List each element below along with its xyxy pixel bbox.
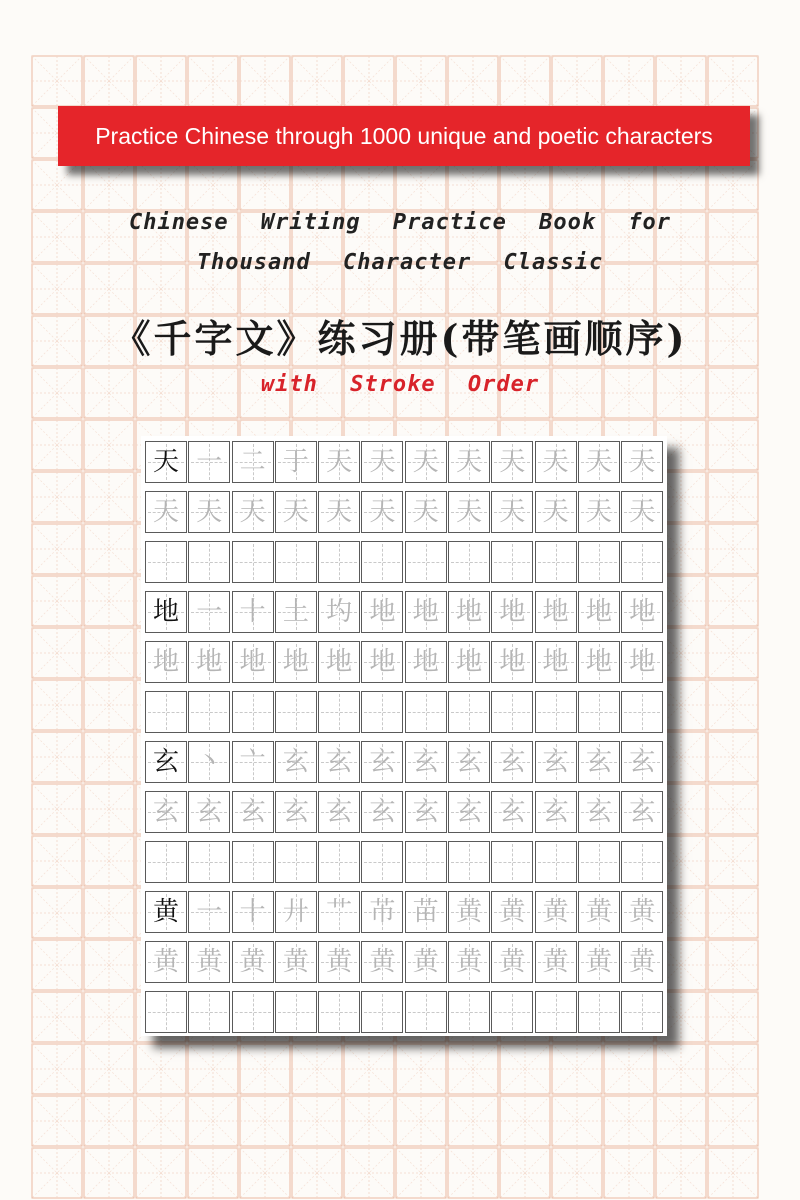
tracing-character: 玄 xyxy=(629,797,656,827)
tracing-character: 地 xyxy=(282,647,309,677)
stroke-step-character: 地 xyxy=(629,597,656,627)
grid-cell xyxy=(448,441,490,483)
tracing-character: 地 xyxy=(326,647,353,677)
tracing-character: 天 xyxy=(542,497,569,527)
grid-cell xyxy=(275,491,317,533)
tracing-character: 玄 xyxy=(412,797,439,827)
stroke-step-character: 芇 xyxy=(369,897,396,927)
grid-cell xyxy=(275,441,317,483)
tracing-character: 黄 xyxy=(585,947,612,977)
grid-cell xyxy=(405,641,447,683)
grid-cell xyxy=(405,891,447,933)
grid-cell xyxy=(145,991,187,1033)
grid-cell xyxy=(448,741,490,783)
tracing-character: 玄 xyxy=(585,797,612,827)
grid-cell xyxy=(232,441,274,483)
grid-cell xyxy=(621,941,663,983)
stroke-step-character: 天 xyxy=(369,447,396,477)
grid-cell xyxy=(275,741,317,783)
grid-cell xyxy=(361,841,403,883)
tracing-character: 黄 xyxy=(499,947,526,977)
tracing-character: 天 xyxy=(239,497,266,527)
grid-cell xyxy=(361,741,403,783)
grid-cell xyxy=(318,941,360,983)
stroke-step-character: 艹 xyxy=(326,897,353,927)
grid-cell xyxy=(448,841,490,883)
stroke-step-character: 一 xyxy=(196,897,223,927)
stroke-step-character: 地 xyxy=(499,597,526,627)
grid-cell xyxy=(621,841,663,883)
tracing-character: 玄 xyxy=(282,797,309,827)
stroke-order-row xyxy=(145,441,665,483)
grid-cell xyxy=(448,541,490,583)
stroke-step-character: 玄 xyxy=(282,747,309,777)
grid-cell xyxy=(578,741,620,783)
stroke-step-character: 玄 xyxy=(542,747,569,777)
english-title-line-2: Thousand Character Classic xyxy=(196,250,604,275)
stroke-step-character: 天 xyxy=(326,447,353,477)
grid-cell xyxy=(621,641,663,683)
tracing-character: 地 xyxy=(239,647,266,677)
grid-cell xyxy=(318,841,360,883)
stroke-step-character: 于 xyxy=(282,447,309,477)
blank-practice-row xyxy=(145,841,665,883)
model-character: 玄 xyxy=(152,747,179,777)
tracing-row xyxy=(145,641,665,683)
grid-cell xyxy=(188,641,230,683)
grid-cell xyxy=(448,991,490,1033)
stroke-step-character: 地 xyxy=(456,597,483,627)
tracing-character: 地 xyxy=(412,647,439,677)
grid-cell xyxy=(491,541,533,583)
stroke-order-row xyxy=(145,891,665,933)
stroke-step-character: 黄 xyxy=(629,897,656,927)
grid-cell xyxy=(318,541,360,583)
grid-cell xyxy=(145,891,187,933)
tracing-character: 黄 xyxy=(456,947,483,977)
grid-cell xyxy=(448,641,490,683)
grid-cell xyxy=(145,791,187,833)
grid-cell xyxy=(188,691,230,733)
tracing-character: 天 xyxy=(412,497,439,527)
subtitle: with Stroke Order xyxy=(260,372,540,397)
tracing-character: 黄 xyxy=(152,947,179,977)
grid-cell xyxy=(578,941,620,983)
stroke-step-character: 地 xyxy=(412,597,439,627)
grid-cell xyxy=(318,991,360,1033)
tracing-character: 天 xyxy=(152,497,179,527)
grid-cell xyxy=(621,441,663,483)
grid-cell xyxy=(145,541,187,583)
tracing-character: 黄 xyxy=(282,947,309,977)
grid-cell xyxy=(361,891,403,933)
stroke-order-row xyxy=(145,591,665,633)
grid-cell xyxy=(275,541,317,583)
tracing-character: 地 xyxy=(456,647,483,677)
grid-cell xyxy=(145,741,187,783)
stroke-step-character: 一 xyxy=(196,447,223,477)
grid-cell xyxy=(491,641,533,683)
grid-cell xyxy=(535,991,577,1033)
grid-cell xyxy=(188,941,230,983)
grid-cell xyxy=(535,741,577,783)
grid-cell xyxy=(232,641,274,683)
grid-cell xyxy=(361,941,403,983)
tracing-character: 天 xyxy=(499,497,526,527)
tracing-character: 地 xyxy=(629,647,656,677)
tracing-character: 天 xyxy=(456,497,483,527)
grid-cell xyxy=(448,491,490,533)
tracing-character: 天 xyxy=(585,497,612,527)
tracing-character: 玄 xyxy=(152,797,179,827)
tracing-character: 黄 xyxy=(196,947,223,977)
stroke-step-character: 黄 xyxy=(542,897,569,927)
grid-cell xyxy=(361,591,403,633)
grid-cell xyxy=(361,541,403,583)
tracing-character: 天 xyxy=(196,497,223,527)
grid-cell xyxy=(188,741,230,783)
tracing-character: 地 xyxy=(152,647,179,677)
stroke-step-character: 天 xyxy=(629,447,656,477)
grid-cell xyxy=(491,491,533,533)
stroke-step-character: 玄 xyxy=(326,747,353,777)
grid-cell xyxy=(535,791,577,833)
stroke-step-character: 天 xyxy=(456,447,483,477)
grid-cell xyxy=(448,891,490,933)
grid-cell xyxy=(188,791,230,833)
tracing-character: 地 xyxy=(369,647,396,677)
stroke-step-character: 玄 xyxy=(629,747,656,777)
tracing-character: 玄 xyxy=(369,797,396,827)
practice-sheet xyxy=(141,436,667,1036)
tracing-character: 地 xyxy=(499,647,526,677)
grid-cell xyxy=(232,941,274,983)
grid-cell xyxy=(405,541,447,583)
grid-cell xyxy=(275,941,317,983)
tracing-character: 天 xyxy=(282,497,309,527)
tracing-character: 地 xyxy=(542,647,569,677)
tracing-character: 黄 xyxy=(239,947,266,977)
grid-cell xyxy=(188,491,230,533)
stroke-step-character: 亠 xyxy=(239,747,266,777)
grid-cell xyxy=(535,491,577,533)
grid-cell xyxy=(491,791,533,833)
grid-cell xyxy=(448,941,490,983)
grid-cell xyxy=(491,441,533,483)
stroke-step-character: 天 xyxy=(585,447,612,477)
grid-cell xyxy=(491,741,533,783)
grid-cell xyxy=(578,641,620,683)
grid-cell xyxy=(405,841,447,883)
grid-cell xyxy=(491,991,533,1033)
grid-cell xyxy=(535,941,577,983)
tracing-character: 天 xyxy=(369,497,396,527)
grid-cell xyxy=(188,541,230,583)
stroke-step-character: 圴 xyxy=(326,597,353,627)
grid-cell xyxy=(188,841,230,883)
grid-cell xyxy=(535,641,577,683)
grid-cell xyxy=(621,491,663,533)
stroke-step-character: 黄 xyxy=(456,897,483,927)
grid-cell xyxy=(405,791,447,833)
stroke-step-character: 天 xyxy=(499,447,526,477)
grid-cell xyxy=(188,591,230,633)
grid-cell xyxy=(232,541,274,583)
tracing-character: 黄 xyxy=(412,947,439,977)
grid-cell xyxy=(405,941,447,983)
grid-cell xyxy=(318,641,360,683)
tracing-character: 黄 xyxy=(369,947,396,977)
grid-cell xyxy=(621,541,663,583)
grid-cell xyxy=(535,541,577,583)
grid-cell xyxy=(361,691,403,733)
grid-cell xyxy=(361,441,403,483)
grid-cell xyxy=(318,691,360,733)
grid-cell xyxy=(318,791,360,833)
tracing-character: 地 xyxy=(196,647,223,677)
tracing-character: 玄 xyxy=(239,797,266,827)
stroke-step-character: 黄 xyxy=(499,897,526,927)
grid-cell xyxy=(361,991,403,1033)
grid-cell xyxy=(535,891,577,933)
grid-cell xyxy=(578,991,620,1033)
grid-cell xyxy=(491,591,533,633)
tracing-character: 黄 xyxy=(326,947,353,977)
grid-cell xyxy=(405,691,447,733)
grid-cell xyxy=(188,441,230,483)
grid-cell xyxy=(535,841,577,883)
grid-cell xyxy=(318,591,360,633)
stroke-step-character: 天 xyxy=(542,447,569,477)
tracing-row xyxy=(145,941,665,983)
tracing-character: 玄 xyxy=(196,797,223,827)
grid-cell xyxy=(578,491,620,533)
grid-cell xyxy=(578,841,620,883)
stroke-step-character: 丶 xyxy=(196,747,223,777)
grid-cell xyxy=(145,641,187,683)
banner-text: Practice Chinese through 1000 unique and poetic characters xyxy=(95,122,713,149)
grid-cell xyxy=(188,991,230,1033)
grid-cell xyxy=(621,741,663,783)
stroke-step-character: 黄 xyxy=(585,897,612,927)
stroke-step-character: 苗 xyxy=(412,897,439,927)
grid-cell xyxy=(232,841,274,883)
grid-cell xyxy=(232,791,274,833)
grid-cell xyxy=(535,691,577,733)
grid-cell xyxy=(145,441,187,483)
grid-cell xyxy=(361,491,403,533)
model-character: 黄 xyxy=(152,897,179,927)
grid-cell xyxy=(361,641,403,683)
tracing-character: 天 xyxy=(326,497,353,527)
model-character: 天 xyxy=(152,447,179,477)
tracing-character: 天 xyxy=(629,497,656,527)
grid-cell xyxy=(318,441,360,483)
tracing-character: 玄 xyxy=(542,797,569,827)
stroke-step-character: 玄 xyxy=(369,747,396,777)
stroke-step-character: 天 xyxy=(412,447,439,477)
stroke-step-character: 二 xyxy=(239,447,266,477)
grid-cell xyxy=(232,491,274,533)
grid-cell xyxy=(621,991,663,1033)
grid-cell xyxy=(275,791,317,833)
stroke-step-character: 一 xyxy=(196,597,223,627)
stroke-step-character: 十 xyxy=(239,897,266,927)
stroke-step-character: 地 xyxy=(369,597,396,627)
tracing-character: 玄 xyxy=(326,797,353,827)
stroke-step-character: 地 xyxy=(542,597,569,627)
grid-cell xyxy=(621,891,663,933)
tracing-row xyxy=(145,491,665,533)
stroke-step-character: 十 xyxy=(239,597,266,627)
blank-practice-row xyxy=(145,991,665,1033)
grid-cell xyxy=(578,791,620,833)
grid-cell xyxy=(275,691,317,733)
grid-cell xyxy=(318,891,360,933)
grid-cell xyxy=(578,691,620,733)
grid-cell xyxy=(448,691,490,733)
grid-cell xyxy=(145,841,187,883)
grid-cell xyxy=(318,741,360,783)
grid-cell xyxy=(491,841,533,883)
grid-cell xyxy=(578,891,620,933)
grid-cell xyxy=(405,491,447,533)
grid-cell xyxy=(145,691,187,733)
grid-cell xyxy=(145,591,187,633)
grid-cell xyxy=(232,741,274,783)
grid-cell xyxy=(405,591,447,633)
banner xyxy=(58,106,750,166)
grid-cell xyxy=(275,991,317,1033)
grid-cell xyxy=(491,691,533,733)
english-title-line-1: Chinese Writing Practice Book for xyxy=(128,210,672,235)
grid-cell xyxy=(448,791,490,833)
blank-practice-row xyxy=(145,541,665,583)
tracing-character: 地 xyxy=(585,647,612,677)
grid-cell xyxy=(405,991,447,1033)
stroke-order-row xyxy=(145,741,665,783)
grid-cell xyxy=(275,891,317,933)
grid-cell xyxy=(232,591,274,633)
grid-cell xyxy=(318,491,360,533)
tracing-row xyxy=(145,791,665,833)
grid-cell xyxy=(621,591,663,633)
stroke-step-character: 土 xyxy=(282,597,309,627)
grid-cell xyxy=(535,441,577,483)
stroke-step-character: 玄 xyxy=(412,747,439,777)
grid-cell xyxy=(405,441,447,483)
stroke-step-character: 地 xyxy=(585,597,612,627)
grid-cell xyxy=(578,591,620,633)
tracing-character: 玄 xyxy=(499,797,526,827)
grid-cell xyxy=(578,441,620,483)
stroke-step-character: 玄 xyxy=(456,747,483,777)
grid-cell xyxy=(145,491,187,533)
grid-cell xyxy=(145,941,187,983)
grid-cell xyxy=(275,591,317,633)
grid-cell xyxy=(621,691,663,733)
grid-cell xyxy=(275,841,317,883)
grid-cell xyxy=(275,641,317,683)
tracing-character: 玄 xyxy=(456,797,483,827)
tracing-character: 黄 xyxy=(542,947,569,977)
blank-practice-row xyxy=(145,691,665,733)
grid-cell xyxy=(578,541,620,583)
grid-cell xyxy=(405,741,447,783)
grid-cell xyxy=(232,991,274,1033)
grid-cell xyxy=(448,591,490,633)
grid-cell xyxy=(491,891,533,933)
tracing-character: 黄 xyxy=(629,947,656,977)
stroke-step-character: 玄 xyxy=(585,747,612,777)
grid-cell xyxy=(535,591,577,633)
grid-cell xyxy=(361,791,403,833)
grid-cell xyxy=(232,891,274,933)
chinese-title: 《千字文》练习册(带笔画顺序) xyxy=(112,316,688,361)
grid-cell xyxy=(188,891,230,933)
stroke-step-character: 廾 xyxy=(282,897,309,927)
model-character: 地 xyxy=(152,597,179,627)
grid-cell xyxy=(491,941,533,983)
grid-cell xyxy=(621,791,663,833)
stroke-step-character: 玄 xyxy=(499,747,526,777)
grid-cell xyxy=(232,691,274,733)
